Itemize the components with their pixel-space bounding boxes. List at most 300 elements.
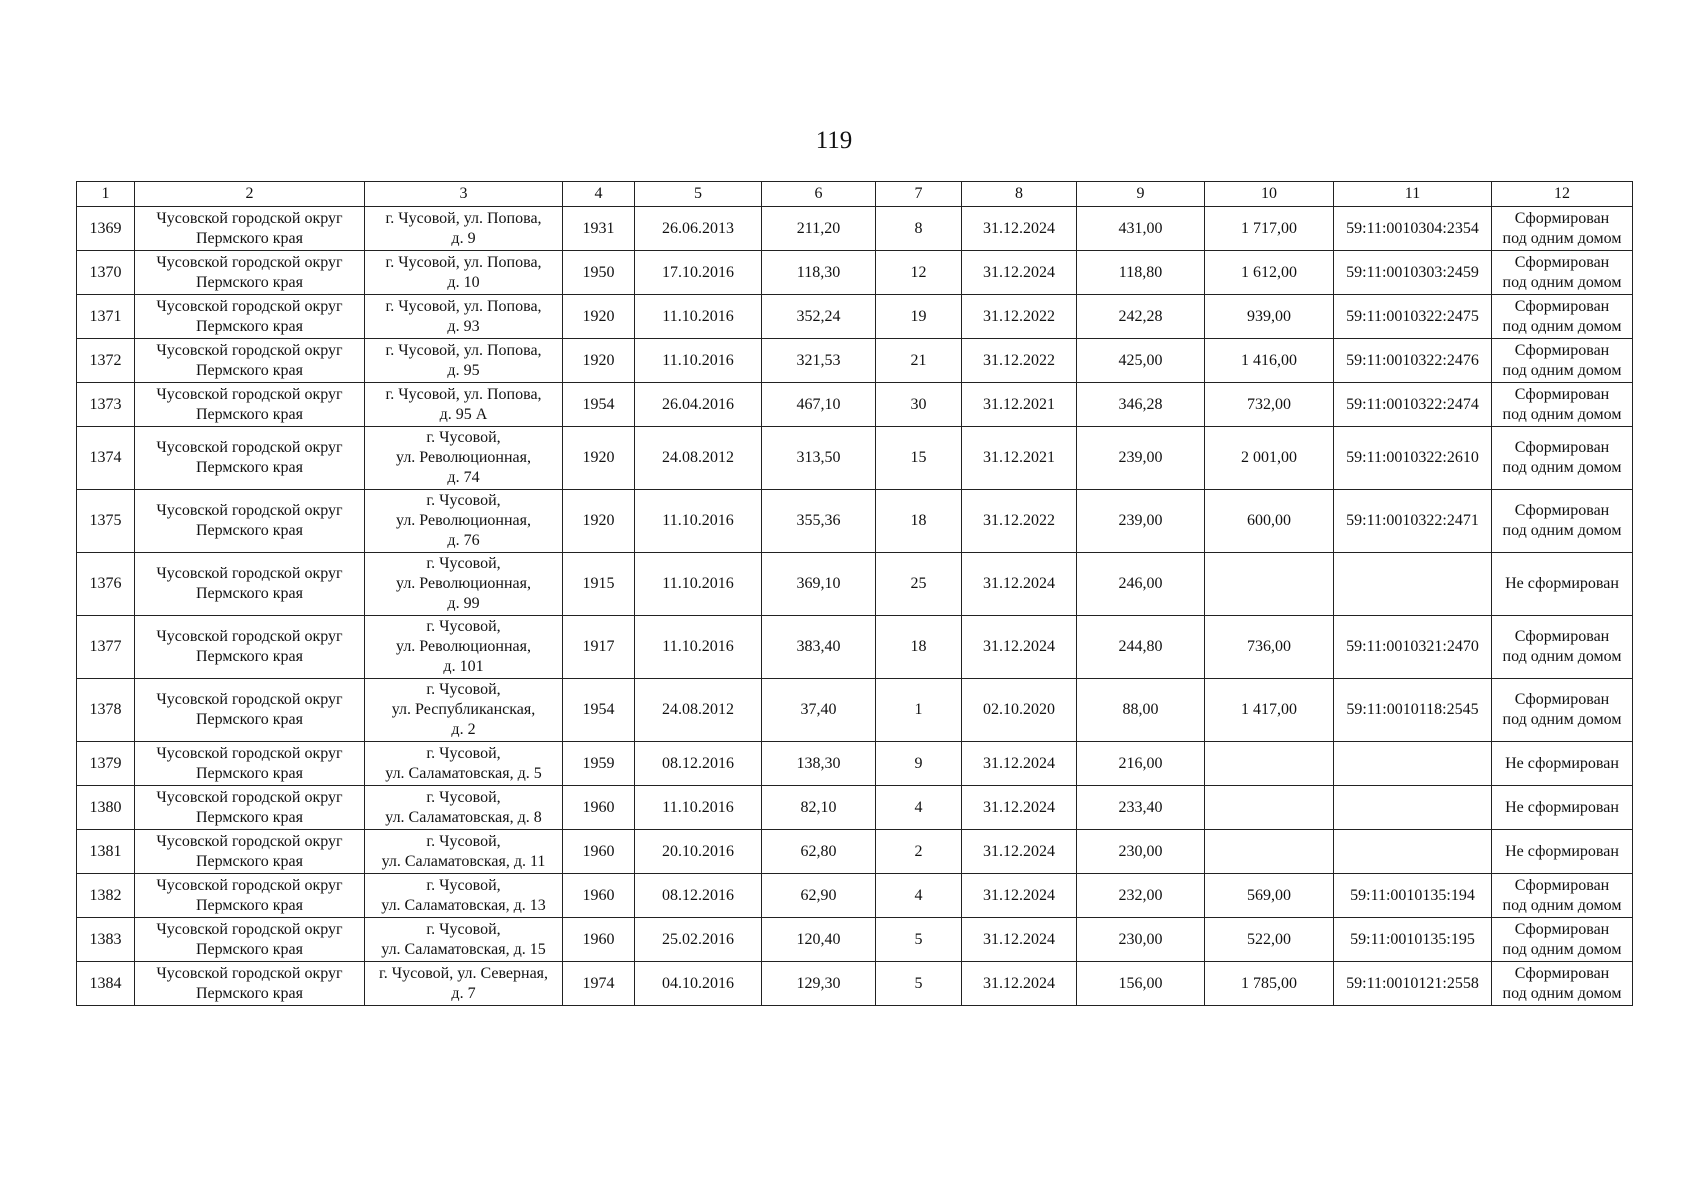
address-line: г. Чусовой, ул. Попова,: [385, 253, 542, 271]
municipality-line: Пермского края: [196, 852, 303, 870]
resettlement-deadline-cell: 31.12.2024: [962, 918, 1077, 962]
resettlement-area-cell: 233,40: [1077, 786, 1205, 830]
address-cell: [365, 742, 563, 786]
address-cell: [365, 786, 563, 830]
land-status-cell: [1492, 616, 1633, 679]
recognition-date-cell: 11.10.2016: [635, 490, 762, 553]
area-cell: 383,40: [762, 616, 876, 679]
table-row: [77, 251, 1633, 295]
land-status-line: Сформирован: [1514, 439, 1610, 456]
land-status-line: Сформирован: [1514, 628, 1610, 645]
recognition-date-cell: 24.08.2012: [635, 679, 762, 742]
cadastral-number-cell: 59:11:0010135:195: [1334, 918, 1492, 962]
land-area-cell: 600,00: [1205, 490, 1334, 553]
table-row: [77, 874, 1633, 918]
land-status-line: под одним домом: [1502, 940, 1622, 958]
resettlement-deadline-cell: 31.12.2024: [962, 786, 1077, 830]
build-year-cell: 1915: [563, 553, 635, 616]
municipality-line: Пермского края: [196, 940, 303, 958]
land-area-cell: 1 416,00: [1205, 339, 1334, 383]
resettlement-area-cell: 88,00: [1077, 679, 1205, 742]
land-status-line: под одним домом: [1502, 522, 1622, 539]
residents-count-cell: 5: [876, 918, 962, 962]
land-status-cell: [1492, 295, 1633, 339]
land-status-line: под одним домом: [1502, 459, 1622, 476]
land-status-line: под одним домом: [1502, 405, 1622, 423]
land-area-cell: [1205, 786, 1334, 830]
land-area-cell: [1205, 742, 1334, 786]
resettlement-deadline-cell: 31.12.2024: [962, 251, 1077, 295]
land-area-cell: [1205, 553, 1334, 616]
address-line: г. Чусовой,: [426, 618, 501, 635]
address-cell: [365, 874, 563, 918]
residents-count-cell: 30: [876, 383, 962, 427]
cadastral-number-cell: [1334, 553, 1492, 616]
land-status-line: под одним домом: [1502, 711, 1622, 728]
address-cell: [365, 553, 563, 616]
table-row: [77, 490, 1633, 553]
address-cell: [365, 962, 563, 1006]
municipality-cell: [135, 616, 365, 679]
recognition-date-cell: 11.10.2016: [635, 295, 762, 339]
row-number-cell: 1383: [77, 918, 135, 962]
column-header: 8: [962, 182, 1077, 207]
column-header: 3: [365, 182, 563, 207]
area-cell: 120,40: [762, 918, 876, 962]
land-status-line: Сформирован: [1514, 385, 1610, 403]
resettlement-deadline-cell: 31.12.2024: [962, 553, 1077, 616]
resettlement-deadline-cell: 31.12.2022: [962, 295, 1077, 339]
address-line: г. Чусовой, ул. Попова,: [385, 341, 542, 359]
land-status-cell: [1492, 553, 1633, 616]
resettlement-area-cell: 239,00: [1077, 427, 1205, 490]
column-header: 5: [635, 182, 762, 207]
land-status-line: под одним домом: [1502, 896, 1622, 914]
recognition-date-cell: 17.10.2016: [635, 251, 762, 295]
address-line: д. 10: [447, 273, 480, 291]
land-status-line: Сформирован: [1514, 876, 1610, 894]
municipality-line: Чусовской городской округ: [156, 253, 343, 271]
build-year-cell: 1917: [563, 616, 635, 679]
land-status-line: Не сформирован: [1505, 575, 1619, 592]
header-row: [77, 182, 1633, 207]
address-cell: [365, 251, 563, 295]
area-cell: 37,40: [762, 679, 876, 742]
address-line: г. Чусовой, ул. Попова,: [385, 385, 542, 403]
municipality-cell: [135, 742, 365, 786]
area-cell: 62,90: [762, 874, 876, 918]
row-number-cell: 1378: [77, 679, 135, 742]
cadastral-number-cell: 59:11:0010304:2354: [1334, 207, 1492, 251]
land-status-line: под одним домом: [1502, 361, 1622, 379]
municipality-cell: [135, 490, 365, 553]
resettlement-area-cell: 246,00: [1077, 553, 1205, 616]
address-cell: [365, 679, 563, 742]
municipality-line: Чусовской городской округ: [156, 788, 343, 806]
table-row: [77, 553, 1633, 616]
resettlement-area-cell: 239,00: [1077, 490, 1205, 553]
build-year-cell: 1960: [563, 786, 635, 830]
recognition-date-cell: 26.04.2016: [635, 383, 762, 427]
cadastral-number-cell: 59:11:0010118:2545: [1334, 679, 1492, 742]
address-line: ул. Саламатовская, д. 5: [385, 764, 542, 782]
address-line: д. 2: [451, 721, 476, 738]
municipality-cell: [135, 427, 365, 490]
row-number-cell: 1376: [77, 553, 135, 616]
recognition-date-cell: 25.02.2016: [635, 918, 762, 962]
build-year-cell: 1954: [563, 383, 635, 427]
cadastral-number-cell: 59:11:0010322:2475: [1334, 295, 1492, 339]
land-status-line: Сформирован: [1514, 297, 1610, 315]
municipality-line: Пермского края: [196, 648, 303, 665]
land-area-cell: 1 612,00: [1205, 251, 1334, 295]
resettlement-deadline-cell: 31.12.2024: [962, 616, 1077, 679]
resettlement-deadline-cell: 31.12.2024: [962, 207, 1077, 251]
land-area-cell: 1 717,00: [1205, 207, 1334, 251]
municipality-cell: [135, 830, 365, 874]
table-row: [77, 742, 1633, 786]
resettlement-area-cell: 242,28: [1077, 295, 1205, 339]
municipality-cell: [135, 962, 365, 1006]
address-line: г. Чусовой,: [426, 832, 501, 850]
residents-count-cell: 9: [876, 742, 962, 786]
address-cell: [365, 616, 563, 679]
recognition-date-cell: 08.12.2016: [635, 742, 762, 786]
land-area-cell: 2 001,00: [1205, 427, 1334, 490]
address-cell: [365, 339, 563, 383]
land-status-cell: [1492, 962, 1633, 1006]
page-number: 119: [815, 127, 853, 154]
column-header: 2: [135, 182, 365, 207]
build-year-cell: 1960: [563, 874, 635, 918]
table-row: [77, 207, 1633, 251]
residents-count-cell: 21: [876, 339, 962, 383]
municipality-cell: [135, 339, 365, 383]
column-header: 6: [762, 182, 876, 207]
build-year-cell: 1931: [563, 207, 635, 251]
address-line: д. 76: [447, 532, 480, 549]
resettlement-area-cell: 118,80: [1077, 251, 1205, 295]
municipality-line: Пермского края: [196, 522, 303, 539]
cadastral-number-cell: 59:11:0010322:2474: [1334, 383, 1492, 427]
address-line: г. Чусовой,: [426, 555, 501, 572]
row-number-cell: 1371: [77, 295, 135, 339]
municipality-line: Пермского края: [196, 229, 303, 247]
cadastral-number-cell: 59:11:0010322:2610: [1334, 427, 1492, 490]
residents-count-cell: 19: [876, 295, 962, 339]
land-area-cell: [1205, 830, 1334, 874]
row-number-cell: 1382: [77, 874, 135, 918]
row-number-cell: 1369: [77, 207, 135, 251]
address-line: г. Чусовой,: [426, 681, 501, 698]
land-status-cell: [1492, 679, 1633, 742]
cadastral-number-cell: 59:11:0010121:2558: [1334, 962, 1492, 1006]
resettlement-deadline-cell: 31.12.2024: [962, 830, 1077, 874]
row-number-cell: 1384: [77, 962, 135, 1006]
resettlement-area-cell: 230,00: [1077, 830, 1205, 874]
land-status-line: Сформирован: [1514, 964, 1610, 982]
land-status-line: Не сформирован: [1505, 842, 1619, 860]
resettlement-area-cell: 216,00: [1077, 742, 1205, 786]
column-header: 1: [77, 182, 135, 207]
cadastral-number-cell: [1334, 742, 1492, 786]
residents-count-cell: 12: [876, 251, 962, 295]
land-status-cell: [1492, 918, 1633, 962]
area-cell: 313,50: [762, 427, 876, 490]
residents-count-cell: 15: [876, 427, 962, 490]
land-area-cell: 736,00: [1205, 616, 1334, 679]
municipality-line: Чусовской городской округ: [156, 832, 343, 850]
land-status-cell: [1492, 830, 1633, 874]
table-row: [77, 616, 1633, 679]
land-status-line: Сформирован: [1514, 691, 1610, 708]
area-cell: 321,53: [762, 339, 876, 383]
address-line: д. 95: [447, 361, 480, 379]
cadastral-number-cell: [1334, 786, 1492, 830]
resettlement-area-cell: 346,28: [1077, 383, 1205, 427]
land-status-cell: [1492, 207, 1633, 251]
table-row: [77, 383, 1633, 427]
housing-registry-table: [76, 181, 1633, 1006]
resettlement-deadline-cell: 02.10.2020: [962, 679, 1077, 742]
address-line: д. 95 А: [439, 405, 488, 423]
land-status-line: под одним домом: [1502, 229, 1622, 247]
residents-count-cell: 8: [876, 207, 962, 251]
address-line: д. 9: [451, 229, 476, 247]
address-line: ул. Саламатовская, д. 11: [381, 852, 546, 870]
residents-count-cell: 18: [876, 616, 962, 679]
address-cell: [365, 295, 563, 339]
cadastral-number-cell: 59:11:0010321:2470: [1334, 616, 1492, 679]
column-header: 12: [1492, 182, 1633, 207]
municipality-cell: [135, 295, 365, 339]
land-status-line: под одним домом: [1502, 273, 1622, 291]
municipality-line: Чусовской городской округ: [156, 439, 343, 456]
column-header: 9: [1077, 182, 1205, 207]
table-row: [77, 830, 1633, 874]
municipality-cell: [135, 874, 365, 918]
municipality-line: Чусовской городской округ: [156, 628, 343, 645]
municipality-cell: [135, 786, 365, 830]
municipality-cell: [135, 553, 365, 616]
address-cell: [365, 383, 563, 427]
municipality-line: Пермского края: [196, 808, 303, 826]
address-line: г. Чусовой, ул. Северная,: [378, 964, 549, 982]
resettlement-deadline-cell: 31.12.2021: [962, 427, 1077, 490]
cadastral-number-cell: 59:11:0010303:2459: [1334, 251, 1492, 295]
table-row: [77, 339, 1633, 383]
area-cell: 352,24: [762, 295, 876, 339]
address-cell: [365, 918, 563, 962]
resettlement-area-cell: 232,00: [1077, 874, 1205, 918]
resettlement-area-cell: 244,80: [1077, 616, 1205, 679]
municipality-line: Чусовской городской округ: [156, 565, 343, 582]
table-header: [77, 182, 1633, 207]
municipality-line: Пермского края: [196, 711, 303, 728]
municipality-line: Пермского края: [196, 317, 303, 335]
land-status-line: под одним домом: [1502, 648, 1622, 665]
municipality-line: Чусовской городской округ: [156, 964, 343, 982]
residents-count-cell: 4: [876, 786, 962, 830]
address-line: ул. Революционная,: [396, 512, 531, 529]
address-line: ул. Революционная,: [396, 638, 531, 655]
row-number-cell: 1380: [77, 786, 135, 830]
land-area-cell: 522,00: [1205, 918, 1334, 962]
address-line: г. Чусовой,: [426, 920, 501, 938]
area-cell: 138,30: [762, 742, 876, 786]
land-area-cell: 732,00: [1205, 383, 1334, 427]
address-line: д. 101: [443, 658, 484, 675]
residents-count-cell: 18: [876, 490, 962, 553]
resettlement-deadline-cell: 31.12.2022: [962, 339, 1077, 383]
municipality-line: Пермского края: [196, 896, 303, 914]
area-cell: 211,20: [762, 207, 876, 251]
address-line: ул. Революционная,: [396, 575, 531, 592]
land-status-cell: [1492, 383, 1633, 427]
land-status-cell: [1492, 742, 1633, 786]
address-line: д. 7: [451, 984, 476, 1002]
column-header: 10: [1205, 182, 1334, 207]
column-header: 7: [876, 182, 962, 207]
municipality-cell: [135, 383, 365, 427]
cadastral-number-cell: [1334, 830, 1492, 874]
land-status-line: Сформирован: [1514, 341, 1610, 359]
recognition-date-cell: 11.10.2016: [635, 339, 762, 383]
build-year-cell: 1954: [563, 679, 635, 742]
land-status-line: Сформирован: [1514, 920, 1610, 938]
recognition-date-cell: 11.10.2016: [635, 786, 762, 830]
municipality-line: Чусовской городской округ: [156, 385, 343, 403]
address-line: ул. Саламатовская, д. 15: [381, 940, 546, 958]
municipality-line: Чусовской городской округ: [156, 502, 343, 519]
land-status-cell: [1492, 874, 1633, 918]
row-number-cell: 1381: [77, 830, 135, 874]
build-year-cell: 1920: [563, 339, 635, 383]
address-line: г. Чусовой,: [426, 744, 501, 762]
recognition-date-cell: 11.10.2016: [635, 553, 762, 616]
table-row: [77, 295, 1633, 339]
land-area-cell: 939,00: [1205, 295, 1334, 339]
address-line: ул. Республиканская,: [391, 701, 536, 718]
area-cell: 129,30: [762, 962, 876, 1006]
table-body: [77, 207, 1633, 1006]
address-cell: [365, 427, 563, 490]
address-line: г. Чусовой,: [426, 492, 501, 509]
area-cell: 467,10: [762, 383, 876, 427]
row-number-cell: 1372: [77, 339, 135, 383]
municipality-cell: [135, 918, 365, 962]
build-year-cell: 1960: [563, 830, 635, 874]
land-status-cell: [1492, 427, 1633, 490]
resettlement-area-cell: 230,00: [1077, 918, 1205, 962]
land-status-line: под одним домом: [1502, 317, 1622, 335]
land-status-line: Сформирован: [1514, 502, 1610, 519]
land-status-line: Не сформирован: [1505, 754, 1619, 772]
recognition-date-cell: 20.10.2016: [635, 830, 762, 874]
municipality-line: Чусовской городской округ: [156, 341, 343, 359]
residents-count-cell: 5: [876, 962, 962, 1006]
area-cell: 118,30: [762, 251, 876, 295]
table-row: [77, 427, 1633, 490]
table-row: [77, 962, 1633, 1006]
build-year-cell: 1950: [563, 251, 635, 295]
cadastral-number-cell: 59:11:0010322:2476: [1334, 339, 1492, 383]
municipality-line: Пермского края: [196, 984, 303, 1002]
area-cell: 355,36: [762, 490, 876, 553]
resettlement-deadline-cell: 31.12.2024: [962, 962, 1077, 1006]
resettlement-deadline-cell: 31.12.2021: [962, 383, 1077, 427]
address-line: д. 74: [447, 469, 480, 486]
municipality-line: Пермского края: [196, 585, 303, 602]
resettlement-deadline-cell: 31.12.2022: [962, 490, 1077, 553]
cadastral-number-cell: 59:11:0010135:194: [1334, 874, 1492, 918]
municipality-cell: [135, 251, 365, 295]
land-status-cell: [1492, 490, 1633, 553]
municipality-line: Чусовской городской округ: [156, 920, 343, 938]
address-line: ул. Саламатовская, д. 13: [381, 896, 546, 914]
resettlement-deadline-cell: 31.12.2024: [962, 742, 1077, 786]
land-status-cell: [1492, 251, 1633, 295]
municipality-line: Чусовской городской округ: [156, 691, 343, 708]
residents-count-cell: 2: [876, 830, 962, 874]
resettlement-area-cell: 425,00: [1077, 339, 1205, 383]
municipality-cell: [135, 207, 365, 251]
row-number-cell: 1377: [77, 616, 135, 679]
municipality-line: Пермского края: [196, 405, 303, 423]
municipality-line: Пермского края: [196, 764, 303, 782]
address-line: д. 93: [447, 317, 480, 335]
row-number-cell: 1379: [77, 742, 135, 786]
municipality-line: Чусовской городской округ: [156, 209, 343, 227]
land-area-cell: 569,00: [1205, 874, 1334, 918]
build-year-cell: 1920: [563, 295, 635, 339]
municipality-cell: [135, 679, 365, 742]
municipality-line: Чусовской городской округ: [156, 876, 343, 894]
recognition-date-cell: 11.10.2016: [635, 616, 762, 679]
build-year-cell: 1920: [563, 490, 635, 553]
address-line: ул. Революционная,: [396, 449, 531, 466]
recognition-date-cell: 08.12.2016: [635, 874, 762, 918]
municipality-line: Пермского края: [196, 459, 303, 476]
address-line: д. 99: [447, 595, 480, 612]
area-cell: 62,80: [762, 830, 876, 874]
cadastral-number-cell: 59:11:0010322:2471: [1334, 490, 1492, 553]
recognition-date-cell: 04.10.2016: [635, 962, 762, 1006]
address-line: г. Чусовой,: [426, 788, 501, 806]
address-line: г. Чусовой, ул. Попова,: [385, 209, 542, 227]
recognition-date-cell: 24.08.2012: [635, 427, 762, 490]
land-area-cell: 1 785,00: [1205, 962, 1334, 1006]
recognition-date-cell: 26.06.2013: [635, 207, 762, 251]
build-year-cell: 1920: [563, 427, 635, 490]
land-status-cell: [1492, 786, 1633, 830]
resettlement-area-cell: 156,00: [1077, 962, 1205, 1006]
row-number-cell: 1375: [77, 490, 135, 553]
build-year-cell: 1960: [563, 918, 635, 962]
table-row: [77, 918, 1633, 962]
land-status-line: Сформирован: [1514, 253, 1610, 271]
residents-count-cell: 4: [876, 874, 962, 918]
land-status-line: Не сформирован: [1505, 798, 1619, 816]
address-line: ул. Саламатовская, д. 8: [385, 808, 542, 826]
municipality-line: Чусовской городской округ: [156, 297, 343, 315]
area-cell: 82,10: [762, 786, 876, 830]
land-status-line: под одним домом: [1502, 984, 1622, 1002]
land-status-cell: [1492, 339, 1633, 383]
municipality-line: Пермского края: [196, 361, 303, 379]
area-cell: 369,10: [762, 553, 876, 616]
address-line: г. Чусовой,: [426, 429, 501, 446]
